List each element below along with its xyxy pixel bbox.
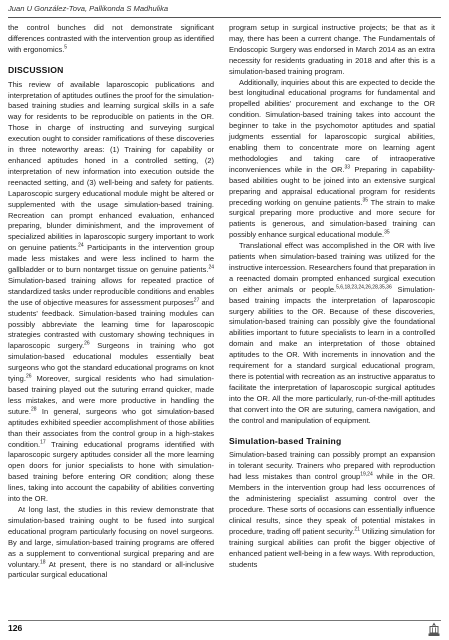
- citation: 27: [193, 297, 200, 304]
- text: while in the OR. Members in the intervention group had less occurrences of the administering specialist assuming control over the procedure. These sorts of occasions can essentially influence clinical results, since they speak of potential mistakes in procedure, trading off patient security.: [229, 472, 436, 536]
- citation: 28: [30, 406, 37, 413]
- citation: 24: [78, 242, 84, 249]
- section-heading-discussion: DISCUSSION: [8, 64, 64, 75]
- text: Surgeons in training who got simulation-based educational modules essentially beat surgeons who got the standard educational programs on knot tying.: [8, 341, 214, 384]
- paragraph: [8, 505, 214, 581]
- text: Simulation-based training allows for repeated practice of standardized tasks under reproducible conditions and enables the use of objective measures for assessment purposes: [8, 275, 214, 307]
- text: Additionally, inquiries about this are expected to decide the best longitudinal educational programs for fundamental and propelled abilities' procurement and exchange to the OR condition. Simulation-based training takes into account the beginner to take in the psychomotor aptitudes and spatial judgments essential for laparoscopic surgical abilities, enabling them to concentrate more on learning agent methodologies and taking care of intraoperative inconveniences while in the OR.: [229, 77, 435, 174]
- text: Translational effect was accomplished in the OR with live patients when simulation-based training was utilized for the instructive intercession. Researchers found that preparation in a reenacted domain prompted enhanced surgical execution on either animals or people.: [229, 241, 435, 294]
- text: This review of available laparoscopic publications and interpretation of aptitudes outlines the proof for the simulation-based training studies and learning surgical skills in a safe way for residents to be reproducible on patients in the OR. Those in charge of instructing and surveying surgical execution ought to consider ramifications of these discoveries in three noteworthy areas: (1) Training for capability or enhanced aptitudes honed in a controlled setting, (2) interpretation of new information into execution outside the reenacted setting, and (3) well-being and safety for patients. Laparoscopic surgery educational module might be altered or supplemented with the usage simulation-based training. Recreation can prompt enhanced evaluation, enhanced preparing, blunder diminishment, and the improvement of specialized abilities in laparoscopic surgery important to work on genuine patients.: [8, 79, 214, 253]
- citation: 33: [344, 164, 351, 171]
- right-column: [229, 23, 435, 570]
- text: and students' feedback. Simulation-based training modules can possibly abbreviate the learning time for laparoscopic strategies contrasted with customary showing techniques in laparoscopic surgery.: [8, 297, 214, 351]
- text: the control bunches did not demonstrate significant differences contrasted with the intervention group as identified with ergonomics.: [8, 23, 214, 54]
- page-number: 126: [8, 623, 23, 633]
- footer-rule: [8, 620, 441, 621]
- paragraph: [229, 450, 435, 570]
- paragraph: [229, 241, 435, 426]
- paragraph: [229, 23, 435, 78]
- running-head: Juan U González-Tova, Pallikonda S Madhulika: [8, 4, 169, 13]
- paragraph: [8, 80, 214, 505]
- citation: 35: [362, 197, 368, 203]
- text: Training educational programs identified with laparoscopic surgery aptitudes consider all the more learning open doors for junior specialists to hone with simulation-based training before entering OR condition; along these lines, taking into account the capability of abilities converting into the OR.: [8, 439, 214, 504]
- text: program setup in surgical instructive projects; be that as it may, there has been a current change. The Fundamentals of Endoscopic Surgery was endorsed in March 2014 as an extra necessity for residents graduating in 2018 and after this is a simulation-based training program.: [229, 23, 435, 76]
- text: Utilizing simulation for training surgical abilities can profit the bigger objective of enhanced patient well-being in a few ways. With reproduction, students: [229, 526, 435, 569]
- section-heading-simulation-training: Simulation-based Training: [229, 435, 342, 446]
- citation: 5,6,18,23,24,26,28,35,36: [336, 284, 392, 291]
- text: Participants in the intervention group made less mistakes and were less inclined to harm the gallbladder or to burn nontarget tissue on genuine patients.: [8, 243, 214, 275]
- publisher-logo-icon: [427, 622, 441, 637]
- citation: 17: [40, 439, 46, 446]
- header-rule: [8, 17, 441, 18]
- citation: 21: [354, 526, 360, 533]
- citation: 19,24: [360, 471, 373, 478]
- text: The strain to make surgical preparing more productive and more secure for patients is generous, and simulation-based training can possibly enhance surgical educational module.: [229, 197, 435, 240]
- text: In general, surgeons who got simulation-based aptitudes exhibited speedier accomplishment of those abilities than their associates from the control group in a high-stakes condition.: [8, 406, 214, 449]
- citation: 26: [25, 373, 32, 380]
- citation: 5: [64, 44, 68, 51]
- text: Simulation-based training impacts the interpretation of laparoscopic surgery abilities to the OR. Because of these discoveries, simulation-based training can possibly give the foundational abilities important to future specialists to learn in a controlled domain and make an interpretation of those obtained aptitudes to the OR. With increments in innovation and the requirement for a standard surgical educational program, there is potential with recreation as an instructive apparatus to facilitate the interpretation of laparoscopic surgical aptitudes into the OR. All the more particularly, run-of-the-mill aptitudes that convert into the OR are suturing, camera navigation, and the control and manipulation of equipment.: [229, 284, 435, 425]
- text: At long last, the studies in this review demonstrate that simulation-based training ought to be fused into surgical educational program particularly focusing on novel surgeons. By and large, simulation-based training programs are offered as a supplement to conventional surgical preparing and are voluntary.: [8, 504, 214, 569]
- text: Moreover, surgical residents who had simulation-based training played out the suturing errand quicker, made less mistakes, and were more productive in handling the suture.: [8, 374, 214, 416]
- paragraph: [229, 78, 435, 242]
- citation: 18: [39, 559, 46, 565]
- citation: 24: [208, 264, 214, 271]
- left-column: [8, 23, 214, 581]
- citation: 26: [84, 340, 90, 347]
- citation: 35: [384, 229, 390, 236]
- text: Simulation-based training can possibly prompt an expansion in tolerant security. Trainers who prepared with reproduction had less mistakes than control group: [229, 450, 435, 482]
- paragraph: [8, 23, 214, 56]
- text: At present, there is no standard or all-inclusive particular surgical educational: [8, 559, 214, 580]
- text: Preparing in capability-based abilities ought to be joined into an extensive surgical preparing and appraisal educational program for residents preceding working on genuine patients.: [229, 164, 435, 207]
